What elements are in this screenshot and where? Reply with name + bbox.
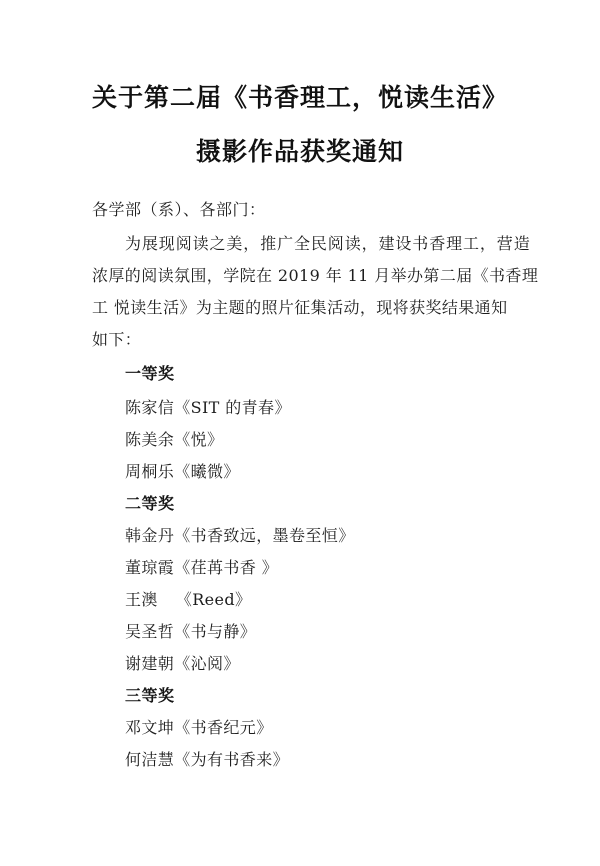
work-title: 《Reed》: [175, 590, 252, 609]
winner-name: 陈家信: [125, 398, 175, 417]
award-entry: [125, 558, 278, 578]
award-entry: [125, 750, 289, 770]
winner-name: 韩金丹: [125, 526, 175, 545]
award-category-second: 二等奖: [125, 494, 175, 513]
notice-title-line-1: 关于第二届《书香理工，悦读生活》: [91, 83, 508, 112]
winner-name: 陈美余: [125, 430, 175, 449]
work-title: 《书与静》: [174, 622, 257, 641]
award-category-first: 一等奖: [125, 364, 175, 383]
award-entry: [125, 590, 251, 610]
award-entry: [125, 526, 355, 546]
work-title: 《曦微》: [174, 462, 240, 481]
winner-name: 谢建朝: [125, 654, 175, 673]
winner-name: 周桐乐: [125, 462, 175, 481]
work-title: 《悦》: [174, 430, 224, 449]
award-entry: [125, 622, 256, 642]
winner-name: 邓文坤: [125, 718, 175, 737]
winner-name: 吴圣哲: [125, 622, 175, 641]
body-line-4: 如下：: [92, 330, 142, 349]
work-title: 《为有书香来》: [174, 750, 290, 769]
award-entry: [125, 430, 223, 450]
award-category-third: 三等奖: [125, 686, 175, 705]
salutation: 各学部（系）、各部门：: [92, 200, 266, 219]
body-line-2: 浓厚的阅读氛围，学院在 2019 年 11 月举办第二届《书香理: [92, 266, 539, 285]
work-title: 《书香致远，墨卷至恒》: [174, 526, 355, 545]
work-title: 《SIT 的青春》: [174, 398, 291, 417]
winner-name: 董琼霞: [125, 558, 175, 577]
body-line-1: 为展现阅读之美，推广全民阅读，建设书香理工，营造: [125, 234, 531, 253]
award-entry: [125, 718, 273, 738]
work-title: 《书香纪元》: [174, 718, 273, 737]
notice-title-line-2: 摄影作品获奖通知: [195, 137, 404, 166]
work-title: 《荏苒书香 》: [174, 558, 279, 577]
body-line-3: 工 悦读生活》为主题的照片征集活动，现将获奖结果通知: [92, 298, 508, 317]
award-entry: [125, 654, 240, 674]
winner-name: 何洁慧: [125, 750, 175, 769]
work-title: 《沁阅》: [174, 654, 240, 673]
winner-name: 王澳: [125, 590, 158, 609]
award-entry: [125, 462, 240, 482]
award-entry: [125, 398, 291, 418]
